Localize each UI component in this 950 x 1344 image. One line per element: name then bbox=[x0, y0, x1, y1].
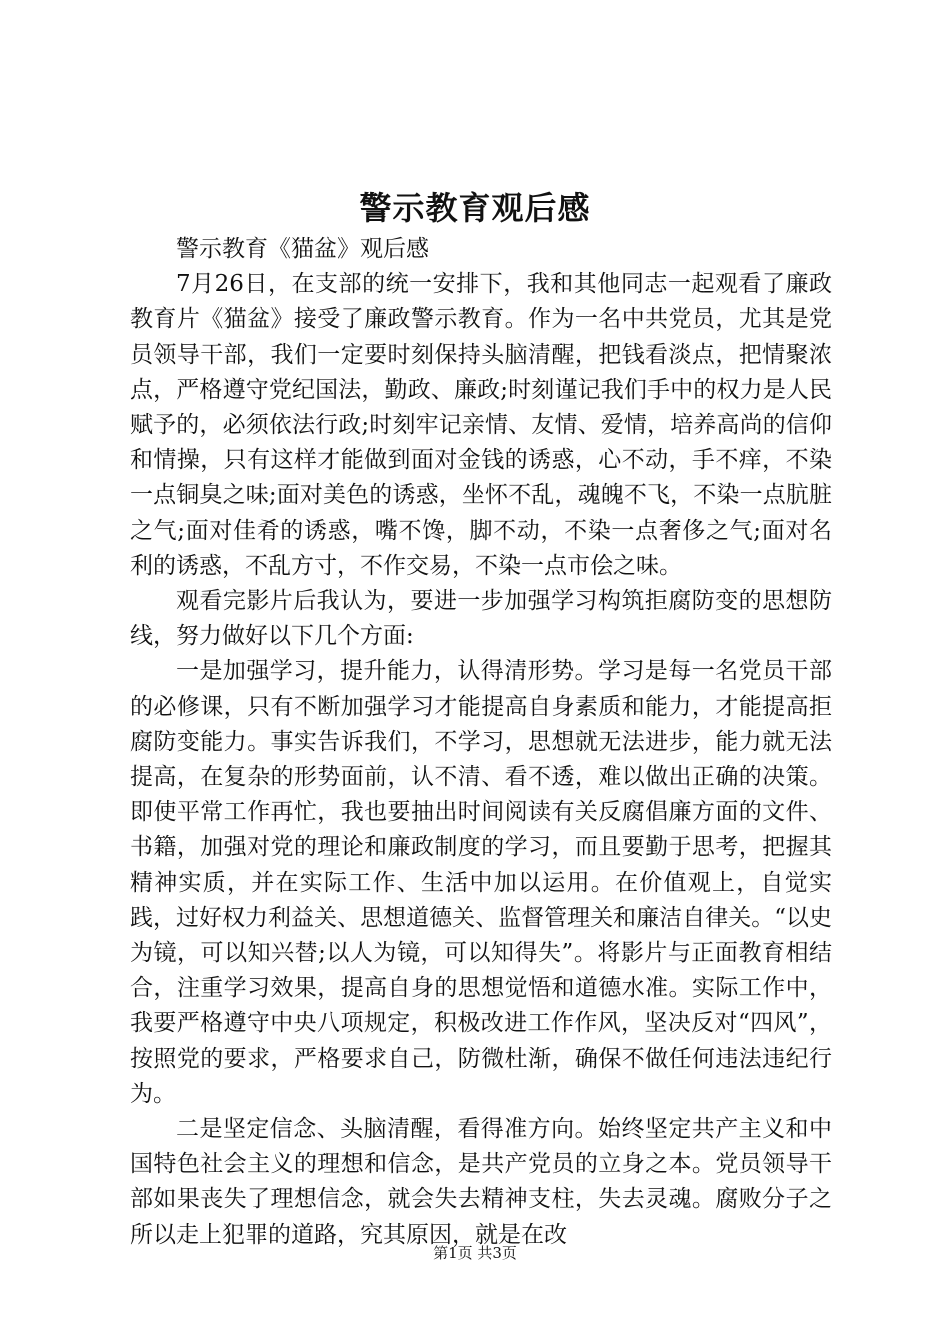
body-paragraph: 二是坚定信念、头脑清醒，看得准方向。始终坚定共产主义和中国特色社会主义的理想和信念，是共产党员的立身之本。党员领导干部如果丧失了理想信念，就会失去精神支柱，失去灵魂。腐败分子之所以走上犯罪的道路，究其原因，就是在改 bbox=[130, 1116, 832, 1248]
page-number-footer: 第1页 共3页 bbox=[433, 1244, 517, 1262]
body-paragraph: 一是加强学习，提升能力，认得清形势。学习是每一名党员干部的必修课，只有不断加强学习才能提高自身素质和能力，才能提高拒腐防变能力。事实告诉我们，不学习，思想就无法进步，能力就无法提高，在复杂的形势面前，认不清、看不透，难以做出正确的决策。即使平常工作再忙，我也要抽出时间阅读有关反腐倡廉方面的文件、书籍，加强对党的理论和廉政制度的学习，而且要勤于思考，把握其精神实质，并在实际工作、生活中加以运用。在价值观上，自觉实践，过好权力利益关、思想道德关、监督管理关和廉洁自律关。“以史为镜，可以知兴替;以人为镜，可以知得失”。将影片与正面教育相结合，注重学习效果，提高自身的思想觉悟和道德水准。实际工作中，我要严格遵守中央八项规定，积极改进工作作风，坚决反对“四风”，按照党的要求，严格要求自己，防微杜渐，确保不做任何违法违纪行为。 bbox=[130, 658, 832, 1107]
document-title: 警示教育观后感 bbox=[359, 189, 591, 227]
subtitle-paragraph: 警示教育《猫盆》观后感 bbox=[176, 236, 429, 262]
body-paragraph: 7月26日，在支部的统一安排下，我和其他同志一起观看了廉政教育片《猫盆》接受了廉政警示教育。作为一名中共党员，尤其是党员领导干部，我们一定要时刻保持头脑清醒，把钱看淡点，把情聚浓点，严格遵守党纪国法，勤政、廉政;时刻谨记我们手中的权力是人民赋予的，必须依法行政;时刻牢记亲情、友情、爱情，培养高尚的信仰和情操，只有这样才能做到面对金钱的诱惑，心不动，手不痒，不染一点铜臭之味;面对美色的诱惑，坐怀不乱，魂魄不飞，不染一点肮脏之气;面对佳肴的诱惑，嘴不馋，脚不动，不染一点奢侈之气;面对名利的诱惑，不乱方寸，不作交易，不染一点市侩之味。 bbox=[130, 271, 832, 579]
body-paragraph: 观看完影片后我认为，要进一步加强学习构筑拒腐防变的思想防线，努力做好以下几个方面: bbox=[130, 588, 832, 650]
document-body bbox=[130, 232, 832, 1253]
